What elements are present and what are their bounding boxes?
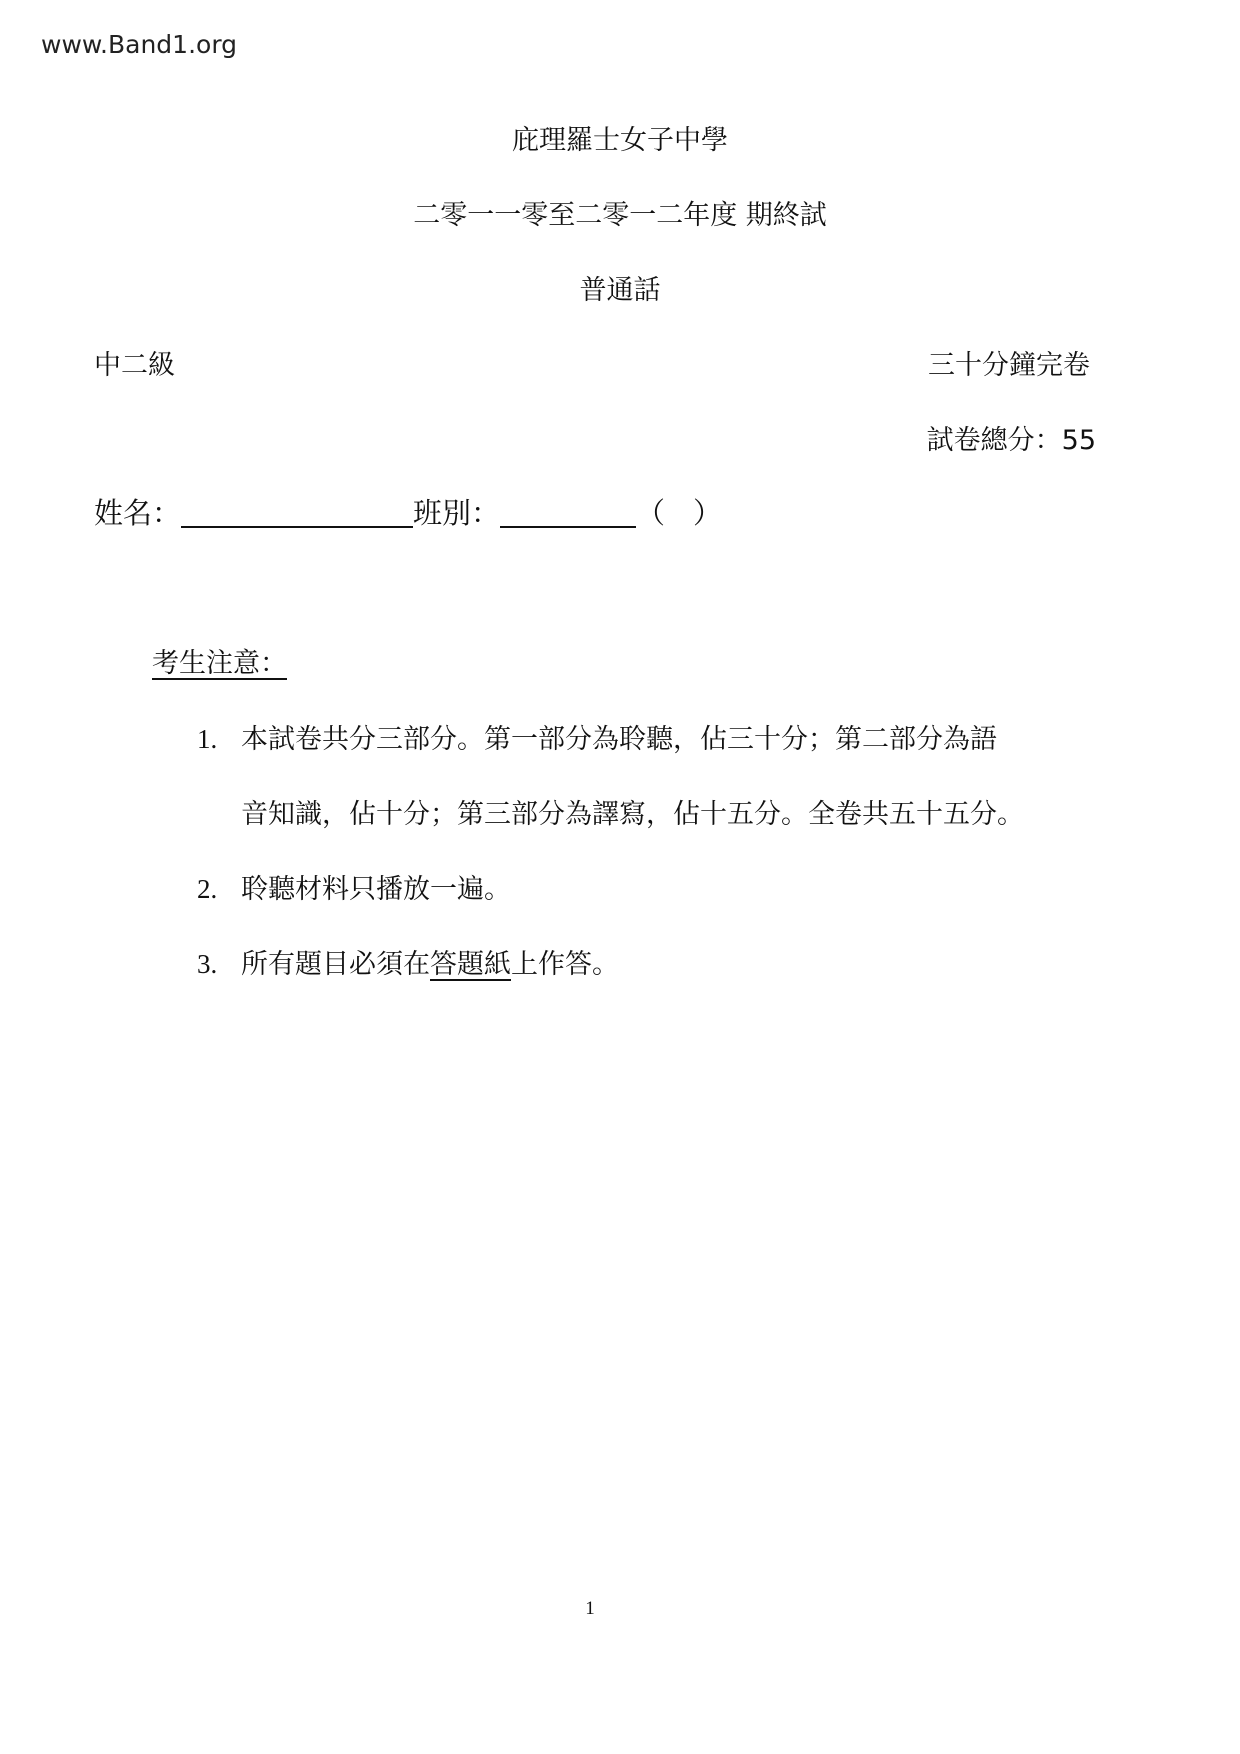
student-info-line — [94, 491, 722, 532]
notice-item-3 — [197, 942, 619, 981]
notice-item-text: 所有題目必須在 — [241, 949, 430, 980]
notice-item-text-end: 上作答。 — [511, 949, 619, 980]
page-number: 1 — [585, 1598, 595, 1619]
exam-duration: 三十分鐘完卷 — [928, 350, 1090, 381]
exam-title: 二零一一零至二零一二年度 期終試 — [413, 200, 827, 231]
notice-heading: 考生注意： — [152, 648, 287, 679]
grade-level: 中二級 — [94, 350, 175, 381]
notice-item-1 — [197, 717, 997, 756]
school-name: 庇理羅士女子中學 — [512, 125, 728, 156]
notice-item-number: 3. — [197, 949, 218, 979]
number-paren-close: ） — [693, 496, 723, 530]
name-blank[interactable] — [181, 496, 413, 528]
watermark-url: www.Band1.org — [41, 30, 238, 59]
subject-title: 普通話 — [579, 275, 661, 306]
answer-sheet-emphasis: 答題紙 — [430, 949, 511, 980]
notice-item-number: 2. — [197, 874, 218, 904]
notice-item-1-continuation: 音知識，佔十分；第三部分為譯寫，佔十五分。全卷共五十五分。 — [241, 799, 1024, 830]
number-paren-open: （ — [636, 496, 666, 530]
notice-item-number: 1. — [197, 724, 218, 754]
notice-item-2 — [197, 867, 511, 906]
notice-item-text: 本試卷共分三部分。第一部分為聆聽，佔三十分；第二部分為語 — [241, 724, 997, 755]
class-blank[interactable] — [500, 496, 636, 528]
total-marks: 試卷總分：55 — [926, 425, 1096, 456]
notice-item-text: 聆聽材料只播放一遍。 — [241, 874, 511, 905]
class-label: 班別： — [413, 496, 501, 530]
name-label: 姓名： — [94, 496, 182, 530]
